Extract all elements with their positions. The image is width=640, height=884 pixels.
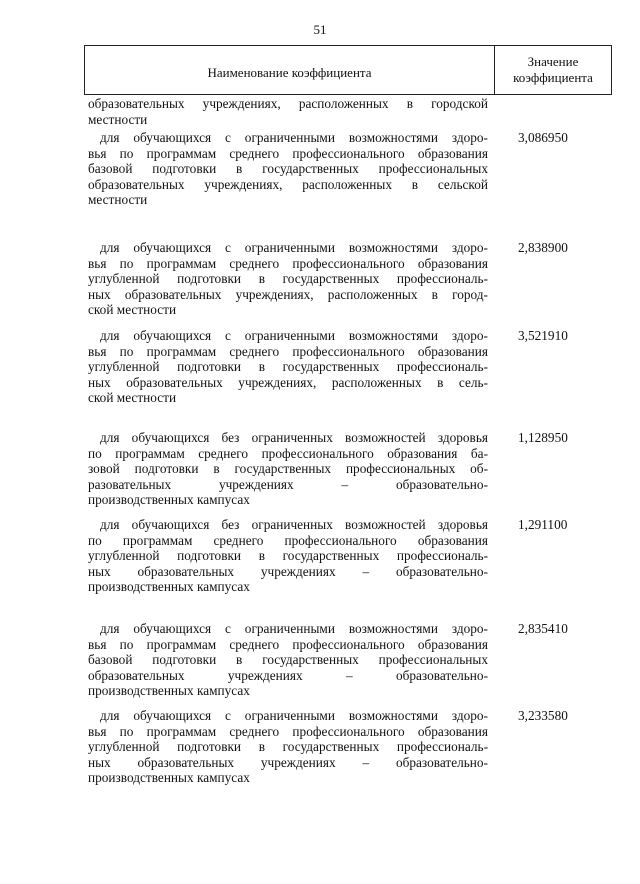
column-header-value [495, 46, 611, 94]
coefficient-name [88, 430, 488, 508]
text-line: по программам среднего профессионального образования [88, 532, 488, 548]
text-line: углубленной подготовки в государственных профессиональ- [88, 271, 488, 287]
coefficient-value: 3,521910 [518, 328, 568, 343]
coefficient-value: 1,291100 [518, 517, 568, 532]
text-line: ской местности [88, 390, 177, 406]
text-line: местности [88, 111, 148, 127]
text-line: ных образовательных учреждениях, расположенных в город- [88, 286, 488, 302]
coefficient-name [88, 708, 488, 786]
text-line: углубленной подготовки в государственных профессиональ- [88, 359, 488, 375]
text-line: базовой подготовки в государственных профессиональных [88, 161, 488, 177]
coefficient-name [88, 130, 488, 208]
column-header-name: Наименование коэффициента [85, 46, 495, 94]
text-line: для обучающихся без ограниченных возможностей здоровья [100, 430, 488, 445]
text-line: образовательных учреждениях – образовательно- [88, 667, 488, 683]
column-header-value-line1: Значение [527, 54, 579, 69]
text-line: производственных кампусах [88, 770, 250, 786]
text-line: вья по программам среднего профессионального образования [88, 145, 488, 161]
page-number: 51 [313, 22, 327, 37]
column-header-value-line2: коэффициента [513, 70, 593, 85]
text-line: углубленной подготовки в государственных профессиональ- [88, 548, 488, 564]
text-line: вья по программам среднего профессионального образования [88, 636, 488, 652]
text-line: производственных кампусах [88, 683, 250, 699]
coefficient-name [88, 240, 488, 318]
text-line: для обучающихся с ограниченными возможностями здоро- [100, 621, 488, 636]
text-line: для обучающихся с ограниченными возможностями здоро- [100, 708, 488, 723]
table-header [84, 45, 612, 95]
text-line: ных образовательных учреждениях – образовательно- [88, 563, 488, 579]
text-line: производственных кампусах [88, 492, 250, 508]
text-line: ных образовательных учреждениях – образовательно- [88, 754, 488, 770]
text-line: вья по программам среднего профессионального образования [88, 343, 488, 359]
text-line: ных образовательных учреждениях, расположенных в сель- [88, 374, 488, 390]
text-line: базовой подготовки в государственных профессиональных [88, 652, 488, 668]
coefficient-name [88, 328, 488, 406]
coefficient-name [88, 517, 488, 595]
coefficient-name [88, 96, 488, 127]
text-line: образовательных учреждениях, расположенных в сельской [88, 176, 488, 192]
coefficient-value: 1,128950 [518, 430, 568, 445]
coefficient-value: 2,835410 [518, 621, 568, 636]
text-line: по программам среднего профессионального образования ба- [88, 445, 488, 461]
coefficient-value: 3,086950 [518, 130, 568, 145]
text-line: для обучающихся с ограниченными возможностями здоро- [100, 240, 488, 255]
text-line: вья по программам среднего профессионального образования [88, 255, 488, 271]
text-line: углубленной подготовки в государственных профессиональ- [88, 739, 488, 755]
text-line: образовательных учреждениях, расположенных в городской [88, 96, 488, 111]
coefficient-value: 2,838900 [518, 240, 568, 255]
text-line: разовательных учреждениях – образовательно- [88, 476, 488, 492]
text-line: производственных кампусах [88, 579, 250, 595]
text-line: вья по программам среднего профессионального образования [88, 723, 488, 739]
text-line: ской местности [88, 302, 177, 318]
coefficient-name [88, 621, 488, 699]
text-line: для обучающихся с ограниченными возможностями здоро- [100, 328, 488, 343]
text-line: для обучающихся с ограниченными возможностями здоро- [100, 130, 488, 145]
text-line: местности [88, 192, 148, 208]
text-line: зовой подготовки в государственных профессиональных об- [88, 461, 488, 477]
text-line: для обучающихся без ограниченных возможностей здоровья [100, 517, 488, 532]
coefficient-value: 3,233580 [518, 708, 568, 723]
